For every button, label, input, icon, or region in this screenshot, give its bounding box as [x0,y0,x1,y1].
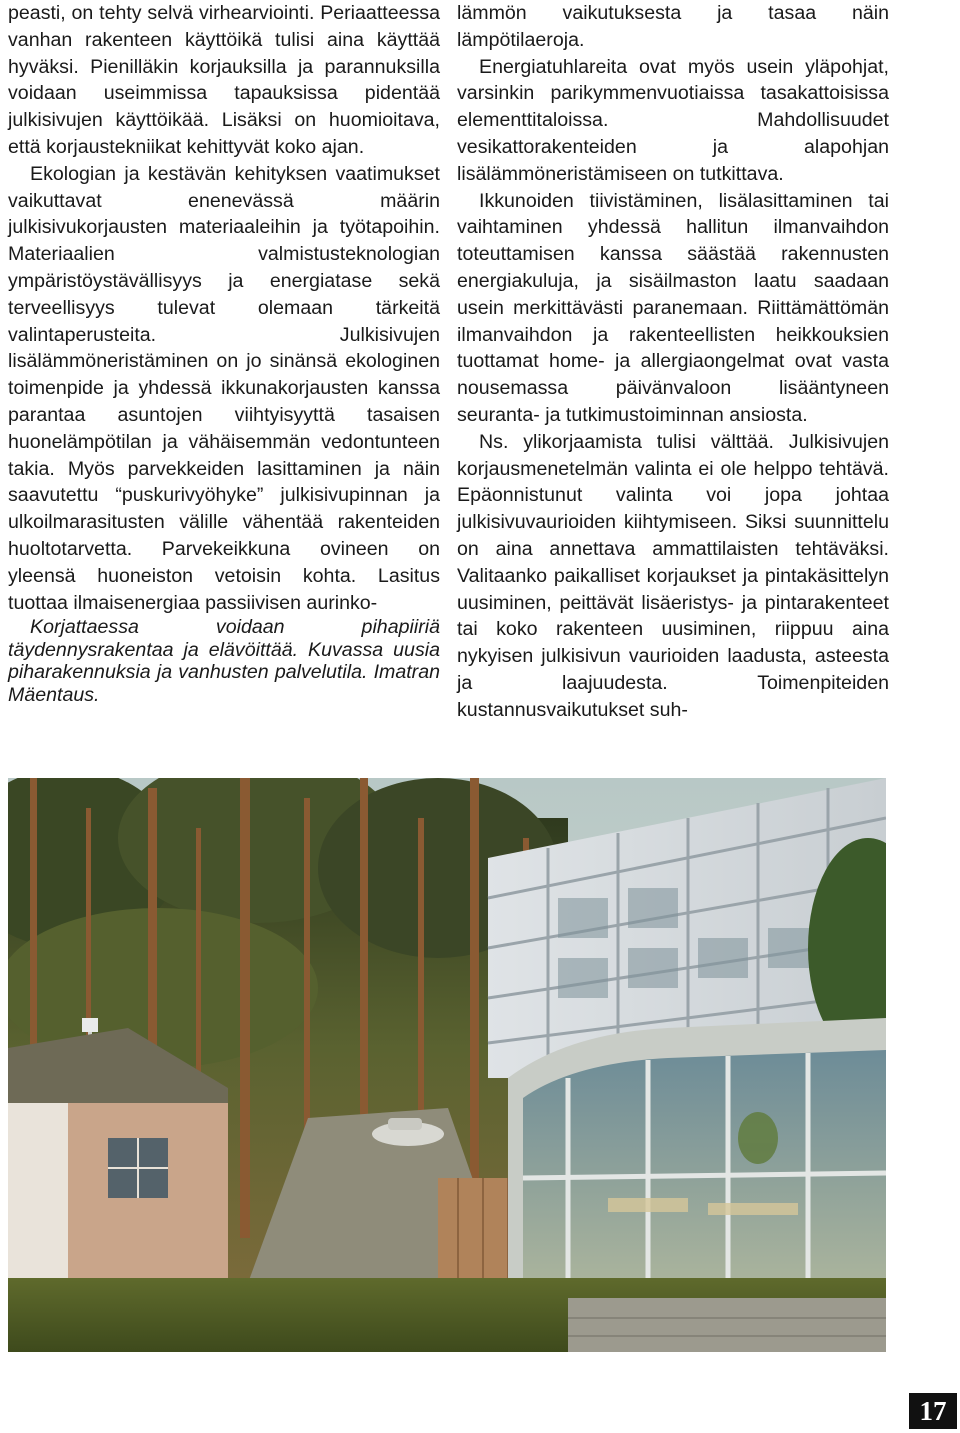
body-paragraph: lämmön vaikutuksesta ja tasaa näin lämpötilaeroja. [457,2,889,51]
body-paragraph: peasti, on tehty selvä virhearviointi. Periaatteessa vanhan rakenteen käyttöikä tulisi aina käyttää hyväksi. Pienilläkin korjauksilla ja parannuksilla voidaan useimmissa tapauksissa pidentää julkisivujen käyttöikää. Lisäksi on huomioitava, että korjaustekniikat kehittyvät koko ajan. [8,2,440,158]
photo-caption: Korjattaessa voidaan pihapiiriä täydennysrakentaa ja elävöittää. Kuvassa uusia piharakennuksia ja vanhusten palvelutila. Imatran Mäentaus. [8,616,440,706]
body-paragraph: Ekologian ja kestävän kehityksen vaatimukset vaikuttavat enenevässä määrin julkisivukorjausten materiaaleihin ja työtapoihin. Materiaalien valmistusteknologian ympäristöystävällisyys ja energiatase sekä terveellisyys tulevat olemaan tärkeitä valintaperusteita. Julkisivujen lisälämmöneristäminen on jo sinänsä ekologinen toimenpide ja yhdessä ikkunakorjausten kanssa parantaa asuntojen viihtyisyyttä tasaisen huonelämpötilan ja vähäisemmän vedontunteen takia. Myös parvekkeiden lasittaminen ja näin saavutettu “puskurivyöhyke” julkisivupinnan ja ulkoilmarasitusten välille vähentää rakenteiden huoltotarvetta. Parvekeikkuna ovineen on yleensä huoneiston vetoisin kohta. Lasitus tuottaa ilmaisenergiaa passiivisen aurinko- [8,162,440,614]
car-roof [388,1118,422,1130]
stone-wall [568,1298,886,1352]
left-text-column [8,0,440,706]
lamp-head [82,1018,98,1032]
body-paragraph: Ns. ylikorjaamista tulisi välttää. Julkisivujen korjausmenetelmän valinta ei ole helppo tehtävä. Epäonnistunut valinta voi jopa johtaa julkisivuvaurioiden kiihtymiseen. Siksi suunnittelu on aina annettava ammattilaisten tehtäväksi. Valitaanko paikalliset korjaukset ja pintakäsittelyn uusiminen, peittävät lisäeristys- ja pintarakenteet tai koko rakenteen uusiminen, riippuu aina nykyisen julkisivun vaurioiden laadusta, asteesta ja laajuudesta. Toimenpiteiden kustannusvaikutukset suh- [457,430,889,721]
right-text-column [457,0,889,724]
body-paragraph: Energiatuhlareita ovat myös usein yläpohjat, varsinkin parikymmenvuotiaissa tasakattoisissa elementtitaloissa. Mahdollisuudet vesikattorakenteiden ja alapohjan lisälämmöneristämiseen on tutkittava. [457,55,889,185]
page-number: 17 [909,1393,957,1429]
body-paragraph: Ikkunoiden tiivistäminen, lisälasittaminen tai vaihtaminen yhdessä hallitun ilmanvaihdon toteuttamisen kanssa säästää rakennusten energiakuluja, ja sisäilmaston laatu saadaan usein merkittävästi paranemaan. Riittämättömän ilmanvaihdon ja rakenteellisten heikkouksien tuottamat home- ja allergiaongelmat ovat vasta nousemassa päivänvaloon lisääntyneen seuranta- ja tutkimustoiminnan ansiosta. [457,189,889,426]
building-photo [8,778,886,1352]
